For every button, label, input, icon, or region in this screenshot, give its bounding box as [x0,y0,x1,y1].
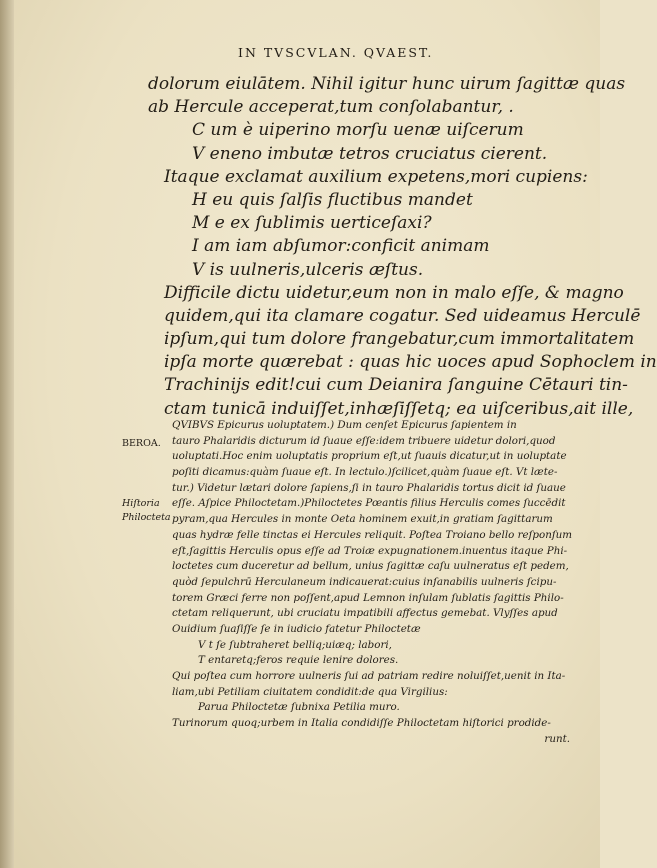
quoted-verse-line: T entaretq;feros requie lenire dolores. [198,654,399,667]
main-line: Difficile dictu uidetur,eum non in malo eſſe, & magno [164,282,624,303]
main-line: ipſa morte quærebat : quas hic uoces apud Sophoclem in [164,352,657,373]
verse-line: V is uulneris,ulceris æſtus. [192,259,424,280]
verse-line: V eneno imbutæ tetros cruciatus cierent. [192,143,548,164]
main-line: ipſum,qui tum dolore frangebatur,cum immortalitatem [164,329,635,350]
commentary-text [172,418,582,747]
commentary-line: eſſe. Aſpice Philoctetam.)Philoctetes Pœantis filius Herculis comes ſuccēdit [172,497,566,510]
main-line: ab Hercule acceperat,tum conſolabantur, . [148,97,514,118]
commentary-line: loctetes cum duceretur ad bellum, unius ſagittæ caſu uulneratus eſt pedem, [172,560,569,573]
commentary-line: poſiti dicamus:quàm ſuaue eſt. In lectulo.)ſcilicet,quàm ſuaue eſt. Vt læte- [172,466,558,479]
main-line: dolorum eiulātem. Nihil igitur hunc uirum ſagittæ quas [148,74,626,94]
commentary-line: liam,ubi Petiliam ciuitatem condidit:de qua Virgilius: [172,685,448,698]
book-gutter [0,0,14,868]
commentary-line: QVIBVS Epicurus uoluptatem.) Dum cenſet Epicurus ſapientem in [172,419,517,431]
commentary-line: eſt,ſagittis Herculis opus eſſe ad Troiæ expugnationem.inuentus itaque Phi- [172,544,568,557]
running-header: IN TVSCVLAN. QVAEST. [238,45,434,60]
main-line: Trachinijs edit!cui cum Deianira ſanguine Cētauri tin- [164,375,628,396]
commentary-line: Ouidium ſuaſiſſe ſe in iudicio fatetur Philoctetæ [172,622,421,635]
main-text [148,73,657,421]
commentary-line: quòd ſepulchrū Herculaneum indicauerat:cuius inſanabilis uulneris ſcipu- [172,575,557,588]
verse-line: I am iam abſumor:conficit animam [192,236,490,257]
margin-note-beroa: BEROA. [122,438,161,449]
verse-line: C um è uiperino morſu uenæ uiſcerum [192,120,524,141]
commentary-line: runt. [544,732,570,745]
commentary-line: torem Græci ferre non poſſent,apud Lemnon inſulam ſublatis ſagittis Philo- [172,591,564,604]
commentary-line: Qui poſtea cum horrore uulneris ſui ad patriam redire noluiſſet,uenit in Ita- [172,670,566,682]
commentary-line: tur.) Videtur lætari dolore ſapiens,ſi in tauro Phalaridis tortus dicit id ſuaue [172,481,566,494]
main-line: Itaque exclamat auxilium expetens,mori cupiens: [164,166,588,187]
commentary-line: tauro Phalaridis dicturum id ſuaue eſſe:idem tribuere uidetur dolori,quod [172,434,556,447]
commentary-line: Turinorum quoq;urbem in Italia condidiſſe Philoctetam hiſtorici prodide- [172,717,551,730]
commentary-line: pyram,qua Hercules in monte Oeta hominem exuit,in gratiam ſagittarum [172,513,553,526]
main-line: quidem,qui ita clamare cogatur. Sed uideamus Herculē [164,305,641,326]
margin-note-historia: Hiſtoria [122,498,160,509]
commentary-line: uoluptati.Hoc enim uoluptatis proprium eſt,ut ſuauis dicatur,ut in uoluptate [172,450,567,463]
margin-note-philocteta: Philocteta [122,512,171,523]
quoted-verse-line: Parua Philoctetæ ſubnixa Petilia muro. [198,701,400,714]
commentary-line: quas hydræ felle tinctas ei Hercules reliquit. Poſtea Troiano bello reſponſum [172,528,573,541]
verse-line: M e ex ſublimis uerticeſaxi? [192,213,432,234]
commentary-line: ctetam reliquerunt, ubi cruciatu impatibili affectus gemebat. Vlyſſes apud [172,607,558,620]
verse-line: H eu quis ſalſis fluctibus mandet [192,189,473,210]
quoted-verse-line: V t ſe ſubtraheret belliq;uiæq; labori, [198,638,392,651]
main-line: ctam tunicā induiſſet,inhæſiſſetq; ea uiſceribus,ait ille, [164,398,634,419]
